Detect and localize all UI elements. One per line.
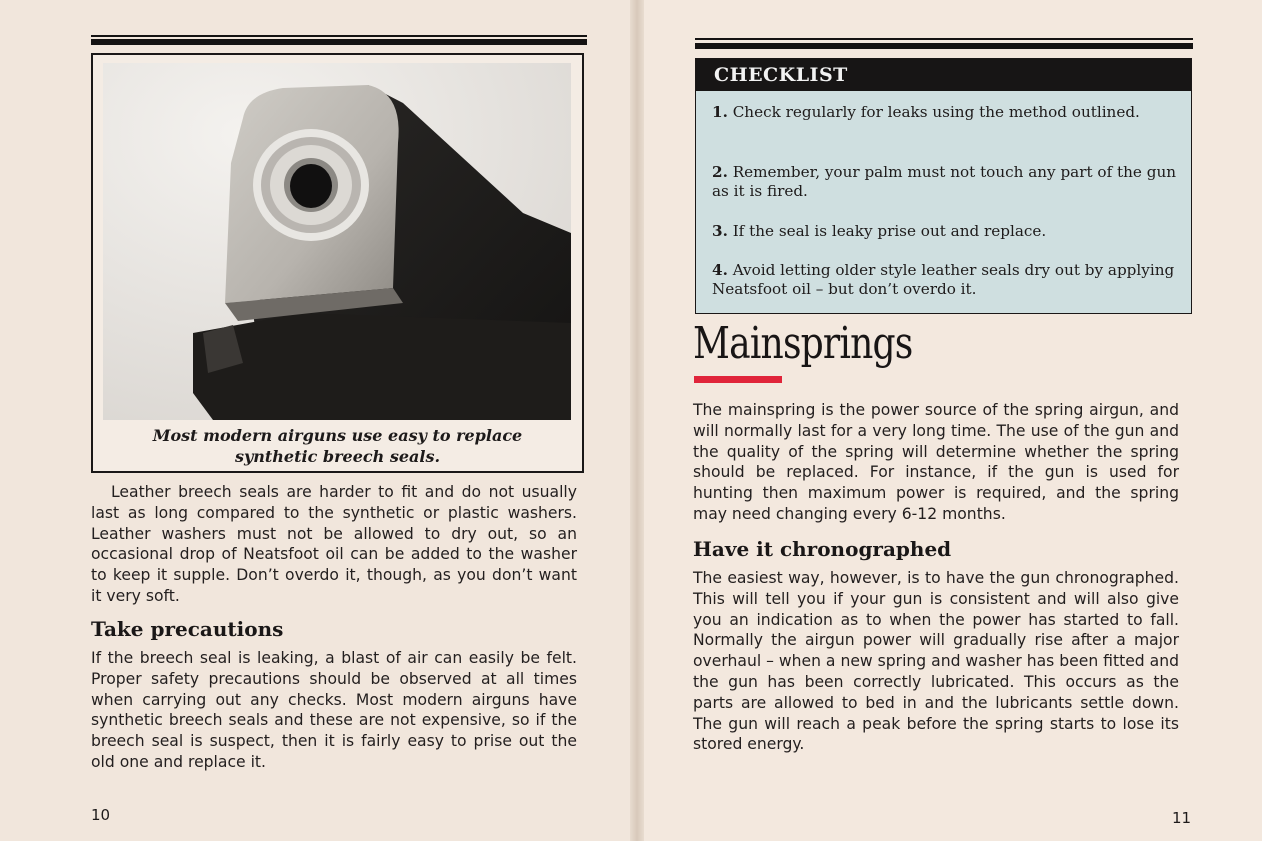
checklist-item-4 [712,261,1178,299]
checklist-item-text: If the seal is leaky prise out and replace. [732,222,1047,240]
caption-line-2: synthetic breech seals. [234,447,441,466]
photo-caption [93,425,582,467]
checklist-item-number: 4. [712,261,728,279]
checklist-header [696,59,1191,91]
checklist-item-number: 1. [712,103,728,121]
checklist-item-text: Check regularly for leaks using the method outlined. [732,103,1140,121]
page-number-right: 11 [1172,809,1192,827]
caption-line-1: Most modern airguns use easy to replace [152,426,523,445]
left-intro-paragraph: Leather breech seals are harder to fit and do not usually last as long compared to the synthetic or plastic washers. Leather washers must not be allowed to dry out, so an occasional drop of Neatsfoot oil can be added to the washer to keep it supple. Don’t overdo it, though, as you don’t want it very soft. [91,483,577,605]
right-intro-paragraph: The mainspring is the power source of the spring airgun, and will normally last for a very long time. The use of the gun and the quality of the spring will determine whether the spring should be replaced. For instance, if the gun is used for hunting then maximum power is required, and the spring may need changing every 6-12 months. [693,401,1179,523]
photo-frame [91,53,584,473]
checklist-box [695,58,1192,314]
checklist-item-3 [712,222,1178,241]
right-section-paragraph: The easiest way, however, is to have the gun chronographed. This will tell you if your gun is consistent and will also give you an indication as to when the power has started to fall. Normally the airgun power will gradually rise after a major overhaul – when a new spring and washer has been fitted and the gun has been correctly lubricated. This occurs as the parts are allowed to bed in and the lubricants settle down. The gun will reach a peak before the spring starts to lose its stored energy. [693,569,1179,754]
top-rule-right-thick [695,43,1193,49]
have-it-chronographed-heading: Have it chronographed [693,537,952,561]
checklist-item-2 [712,163,1178,201]
title-accent-bar [694,376,782,383]
checklist-item-text: Remember, your palm must not touch any part of the gun as it is fired. [712,163,1177,200]
page-number-left: 10 [91,806,111,824]
checklist-item-number: 2. [712,163,728,181]
top-rule-right-thin [695,38,1193,40]
checklist-title: CHECKLIST [714,64,848,86]
checklist-item-1 [712,103,1178,122]
left-section-paragraph: If the breech seal is leaking, a blast of air can easily be felt. Proper safety precautions should be observed at all times when carrying out any checks. Most modern airguns have synthetic breech seals and these are not expensive, so if the breech seal is suspect, then it is fairly easy to prise out the old one and replace it. [91,649,577,771]
checklist-item-text: Avoid letting older style leather seals dry out by applying Neatsfoot oil – but don’t overdo it. [712,261,1175,298]
take-precautions-heading: Take precautions [91,617,284,641]
book-gutter [630,0,644,841]
mainsprings-title: Mainsprings [693,318,913,369]
checklist-item-number: 3. [712,222,728,240]
top-rule-left-thin [91,35,587,37]
top-rule-left-thick [91,39,587,45]
airgun-breech-seal-photo [103,63,571,420]
